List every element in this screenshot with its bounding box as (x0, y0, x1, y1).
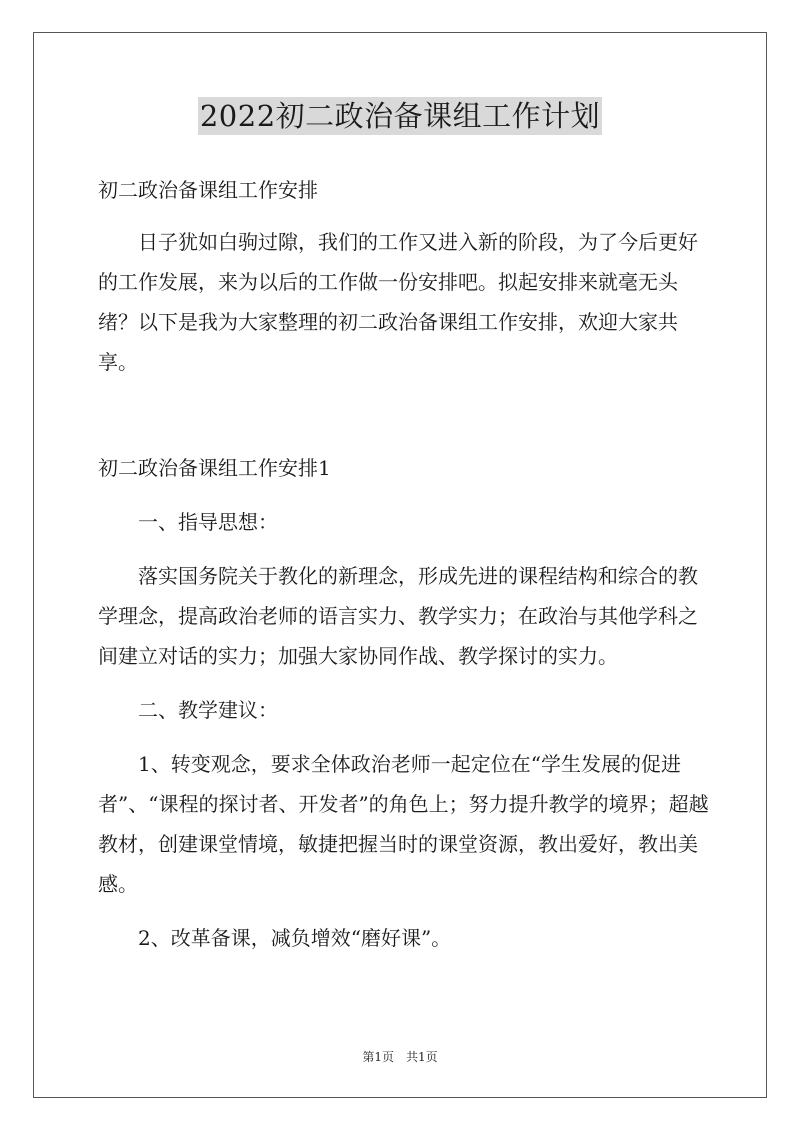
subtitle: 初二政治备课组工作安排 (98, 178, 318, 202)
section-heading: 初二政治备课组工作安排1 (98, 456, 331, 480)
intro-paragraph: 日子犹如白驹过隙，我们的工作又进入新的阶段，为了今后更好的工作发展，来为以后的工作做一份安排吧。拟起安排来就毫无头绪？以下是我为大家整理的初二政治备课组工作安排，欢迎大家共享。 (98, 230, 698, 374)
document-title: 2022初二政治备课组工作计划 (199, 99, 601, 133)
title-wrap (0, 97, 800, 135)
page-footer: 第1页 共1页 (362, 1050, 438, 1064)
suggest-heading: 二、教学建议： (138, 698, 278, 722)
guiding-heading: 一、指导思想： (138, 510, 278, 534)
guiding-paragraph: 落实国务院关于教化的新理念，形成先进的课程结构和综合的教学理念，提高政治老师的语言实力、教学实力；在政治与其他学科之间建立对话的实力；加强大家协同作战、教学探讨的实力。 (98, 564, 698, 668)
suggest-item-1: 1、转变观念，要求全体政治老师一起定位在“学生发展的促进者”、“课程的探讨者、开发者”的角色上；努力提升教学的境界；超越教材，创建课堂情境，敏捷把握当时的课堂资源，教出爱好，教出美感。 (98, 752, 709, 896)
document-body (98, 170, 712, 958)
suggest-item-2: 2、改革备课，减负增效“磨好课”。 (138, 926, 452, 950)
